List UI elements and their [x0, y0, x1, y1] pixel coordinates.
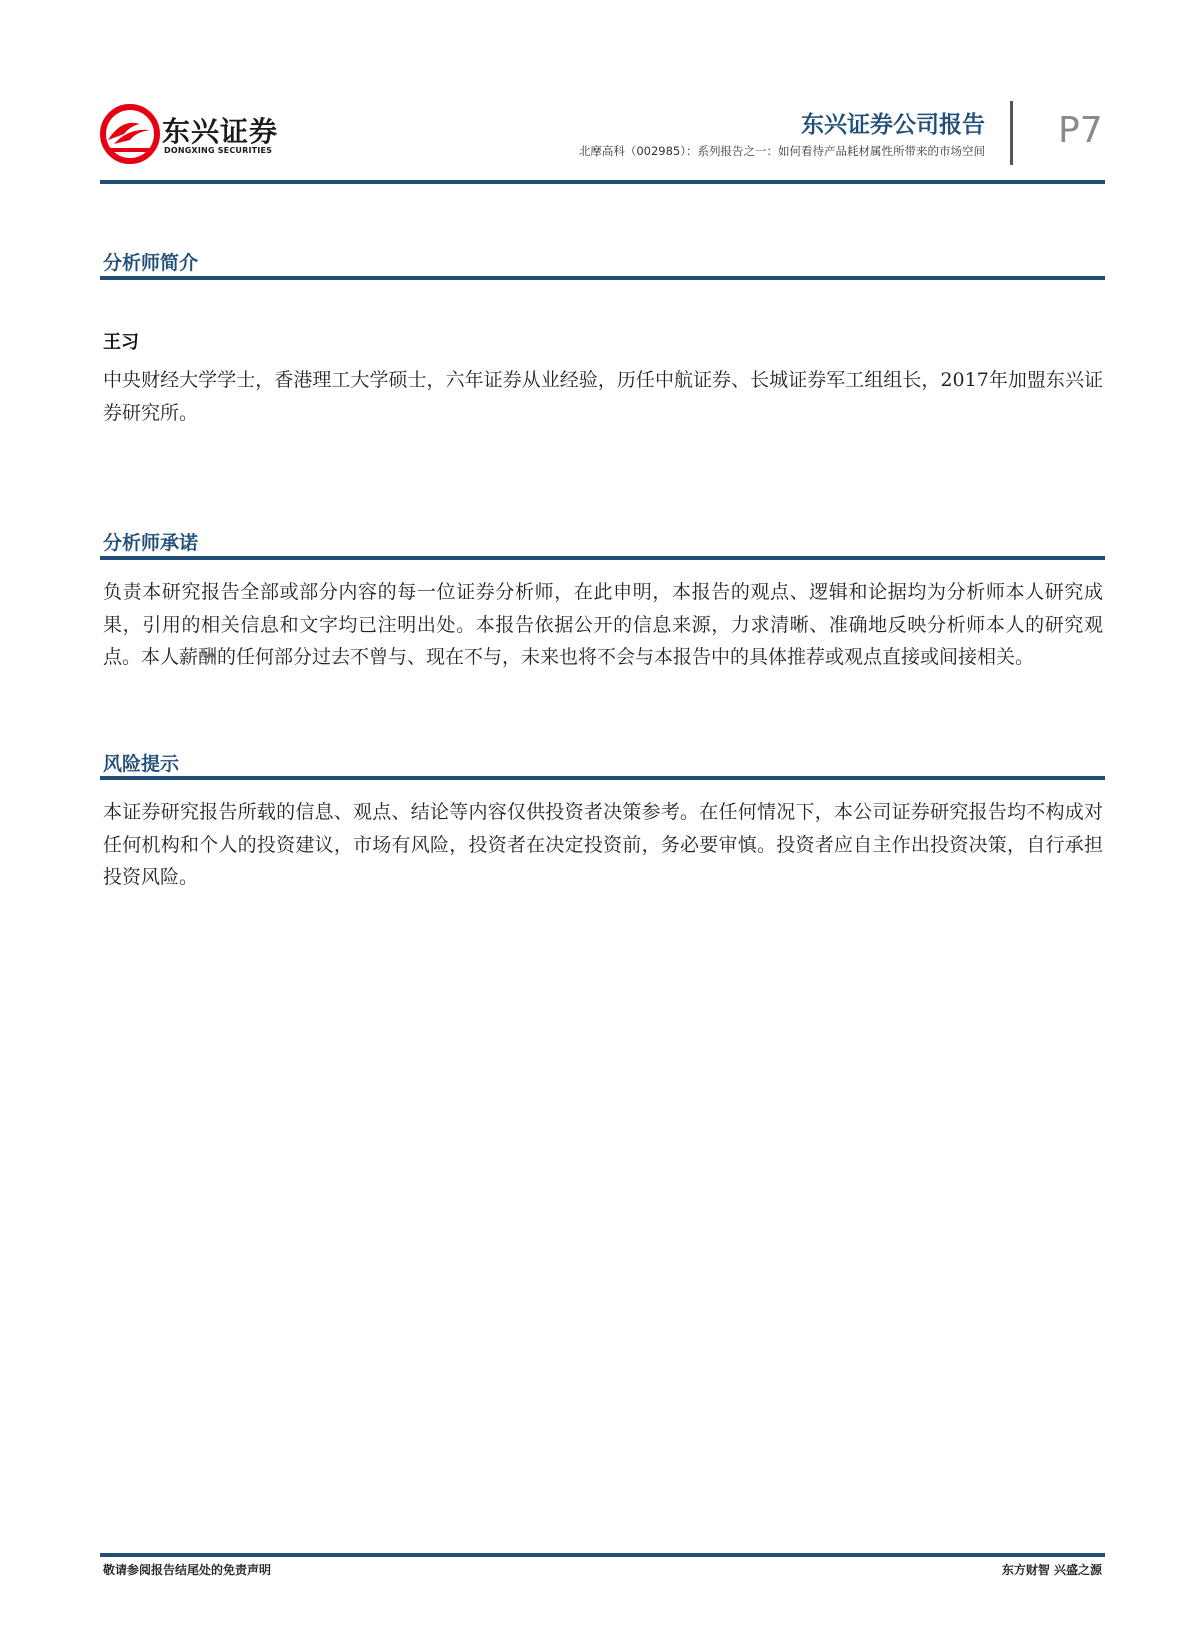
section-rule — [100, 276, 1105, 280]
risk-notice-text: 本证券研究报告所载的信息、观点、结论等内容仅供投资者决策参考。在任何情况下，本公司证券研究报告均不构成对任何机构和个人的投资建议，市场有风险，投资者在决定投资前，务必要审慎。投资者应自主作出投资决策，自行承担投资风险。 — [103, 801, 1103, 888]
section-title-analyst-intro: 分析师简介 — [103, 252, 199, 274]
section-rule — [100, 556, 1105, 560]
logo-english-name: DONGXING SECURITIES — [164, 146, 273, 155]
company-logo — [100, 104, 300, 164]
page-number: P7 — [1058, 110, 1103, 151]
header-divider — [1010, 101, 1013, 165]
footer-disclaimer-note: 敬请参阅报告结尾处的免责声明 — [103, 1563, 272, 1577]
commitment-text: 负责本研究报告全部或部分内容的每一位证券分析师，在此申明，本报告的观点、逻辑和论据均为分析师本人研究成果，引用的相关信息和文字均已注明出处。本报告依据公开的信息来源，力求清晰、准确地反映分析师本人的研究观点。本人薪酬的任何部分过去不曾与、现在不与，未来也将不会与本报告中的具体推荐或观点直接或间接相关。 — [103, 581, 1103, 668]
section-rule — [100, 776, 1105, 780]
report-type-title: 东兴证券公司报告 — [801, 112, 985, 138]
dongxing-logo-icon — [100, 104, 160, 164]
report-subtitle: 北摩高科（002985）：系列报告之一：如何看待产品耗材属性所带来的市场空间 — [578, 144, 985, 158]
logo-chinese-name: 东兴证券 — [162, 115, 279, 148]
footer-slogan: 东方财智 兴盛之源 — [1001, 1563, 1102, 1577]
section-title-risk-notice: 风险提示 — [103, 753, 180, 775]
analyst-bio: 中央财经大学学士，香港理工大学硕士，六年证券从业经验，历任中航证券、长城证券军工组组长，2017年加盟东兴证券研究所。 — [103, 369, 1103, 424]
analyst-name: 王习 — [103, 332, 139, 353]
header-rule — [100, 180, 1105, 184]
footer-rule — [100, 1553, 1105, 1557]
section-title-analyst-commitment: 分析师承诺 — [103, 532, 199, 554]
